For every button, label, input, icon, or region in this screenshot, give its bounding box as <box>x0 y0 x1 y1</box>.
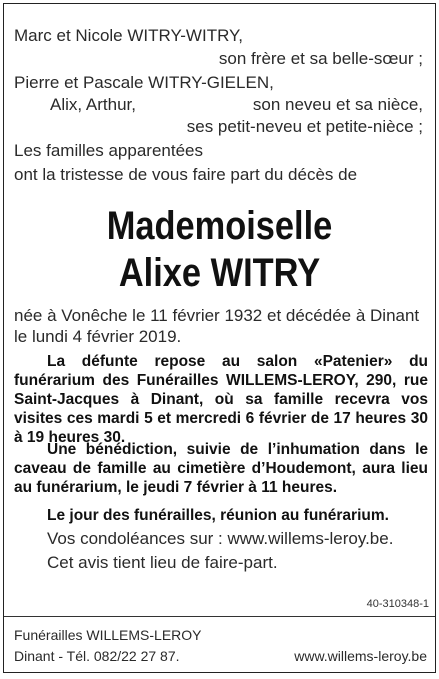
visitation-paragraph: La défunte repose au salon «Patenier» du funérarium des Funérailles WILLEMS-LEROY, 290, rue Saint-Jacques à Dinant, où sa famille recevra vos visites ces mardi 5 et mercredi 6 février de 17 heures 30 à 19 heures 30. <box>14 353 428 446</box>
ceremony-paragraph: Une bénédiction, suivie de l’inhumation dans le caveau de famille au cimetière d’Houdemont, aura lieu au funérarium, le jeudi 7 février à 11 heures. <box>14 441 428 496</box>
family-line-3: Pierre et Pascale WITRY-GIELEN, <box>14 73 274 92</box>
deceased-name: Alixe WITRY <box>118 251 321 295</box>
family-line-7: ont la tristesse de vous faire part du décès de <box>14 165 358 184</box>
condolences-line: Vos condoléances sur : www.willems-leroy.be. <box>47 529 394 548</box>
funeral-day-line: Le jour des funérailles, réunion au funérarium. <box>47 507 389 524</box>
birth-death-line-2: le lundi 4 février 2019. <box>14 327 182 346</box>
footer-company: Funérailles WILLEMS-LEROY <box>14 627 202 643</box>
reference-number: 40-310348-1 <box>366 598 429 610</box>
family-line-2: son frère et sa belle-sœur ; <box>218 49 423 68</box>
birth-death-line-1: née à Vonêche le 11 février 1932 et décédée à Dinant <box>14 306 420 325</box>
notice-statement: Cet avis tient lieu de faire-part. <box>47 553 278 572</box>
family-line-6: Les familles apparentées <box>14 141 204 160</box>
family-line-4-names: Alix, Arthur, <box>50 95 136 114</box>
family-line-4-relation: son neveu et sa nièce, <box>252 95 423 114</box>
footer-website-link[interactable]: www.willems-leroy.be <box>294 648 427 664</box>
footer-phone: Dinant - Tél. 082/22 27 87. <box>14 648 180 664</box>
footer-divider <box>4 616 435 617</box>
obituary-notice <box>3 3 436 673</box>
family-line-1: Marc et Nicole WITRY-WITRY, <box>14 26 243 45</box>
deceased-title: Mademoiselle <box>106 204 333 248</box>
family-line-5: ses petit-neveu et petite-nièce ; <box>186 117 423 136</box>
